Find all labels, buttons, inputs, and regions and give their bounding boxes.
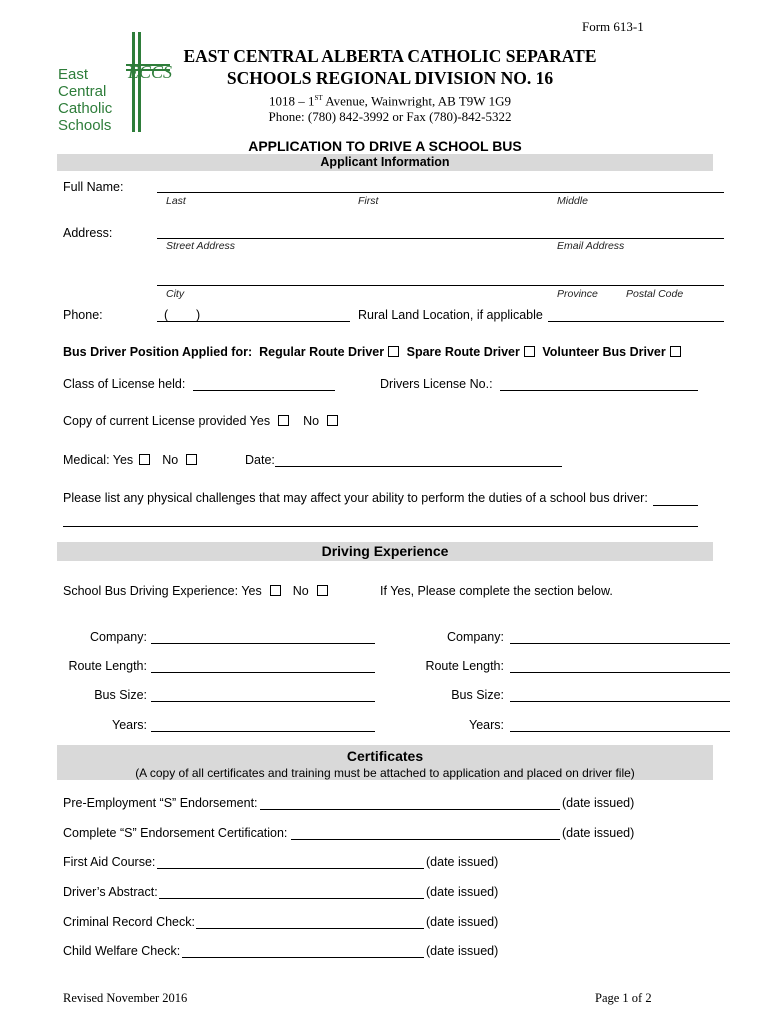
driving-experience-label: School Bus Driving Experience: Yes — [63, 584, 262, 598]
cert-first-aid-date: (date issued) — [426, 855, 499, 869]
medical-no-checkbox[interactable] — [186, 454, 197, 465]
driving-section-title: Driving Experience — [321, 543, 449, 559]
medical-date-field[interactable] — [275, 466, 562, 467]
company-label-1: Company: — [90, 630, 147, 644]
cert-criminal-record-date: (date issued) — [426, 915, 499, 929]
org-phone: Phone: (780) 842-3992 or Fax (780)-842-5322 — [268, 109, 512, 125]
eccs-logo — [56, 32, 176, 137]
logo-text — [58, 66, 112, 134]
license-class-label: Class of License held: — [63, 377, 186, 391]
org-name-line1: EAST CENTRAL ALBERTA CATHOLIC SEPARATE — [183, 46, 597, 66]
spare-route-checkbox[interactable] — [524, 346, 535, 357]
bus-size-label-1: Bus Size: — [94, 688, 147, 702]
cert-pre-employment-date: (date issued) — [562, 796, 635, 810]
phone-label: Phone: — [63, 308, 103, 322]
physical-challenges-field-inline[interactable] — [653, 505, 698, 506]
city-province-field[interactable] — [157, 285, 724, 286]
logo-line: Catholic — [58, 100, 113, 117]
cert-complete-s-date: (date issued) — [562, 826, 635, 840]
cert-complete-s-label: Complete “S” Endorsement Certification: — [63, 826, 288, 840]
org-address: 1018 – 1ST Avenue, Wainwright, AB T9W 1G9 — [269, 93, 511, 109]
bus-size-field-2[interactable] — [510, 701, 730, 702]
regular-route-checkbox[interactable] — [388, 346, 399, 357]
driving-section-bar — [57, 542, 713, 561]
license-class-field[interactable] — [193, 390, 335, 391]
route-length-label-1: Route Length: — [68, 659, 147, 673]
license-number-label: Drivers License No.: — [380, 377, 493, 391]
cert-complete-s-field[interactable] — [291, 839, 560, 840]
route-length-field-1[interactable] — [151, 672, 375, 673]
full-name-field[interactable] — [157, 192, 724, 193]
rural-location-field[interactable] — [548, 321, 724, 322]
medical-yes-checkbox[interactable] — [139, 454, 150, 465]
cert-drivers-abstract-date: (date issued) — [426, 885, 499, 899]
logo-line: Schools — [58, 117, 112, 134]
driving-experience-no-checkbox[interactable] — [317, 585, 328, 596]
phone-field[interactable] — [157, 321, 350, 322]
medical-label: Medical: Yes — [63, 453, 134, 467]
applicant-section-bar — [57, 154, 713, 171]
position-row — [63, 345, 685, 359]
company-field-2[interactable] — [510, 643, 730, 644]
bus-size-field-1[interactable] — [151, 701, 375, 702]
certificates-section-bar — [57, 745, 713, 780]
physical-challenges-label: Please list any physical challenges that may affect your ability to perform the duties of a school bus driver: — [63, 491, 648, 505]
revised-date: Revised November 2016 — [63, 991, 188, 1005]
spare-route-label: Spare Route Driver — [406, 345, 520, 359]
rural-location-label: Rural Land Location, if applicable — [358, 308, 543, 322]
route-length-label-2: Route Length: — [425, 659, 504, 673]
medical-row — [63, 453, 201, 467]
license-copy-label: Copy of current License provided Yes — [63, 414, 271, 428]
cert-drivers-abstract-field[interactable] — [159, 898, 424, 899]
license-copy-row — [63, 414, 342, 428]
driving-experience-yes-checkbox[interactable] — [270, 585, 281, 596]
years-field-1[interactable] — [151, 731, 375, 732]
cert-pre-employment-field[interactable] — [260, 809, 560, 810]
street-email-field[interactable] — [157, 238, 724, 239]
cert-first-aid-label: First Aid Course: — [63, 855, 156, 869]
last-name-hint: Last — [166, 195, 186, 207]
org-name — [170, 45, 610, 89]
driving-experience-row — [63, 584, 332, 598]
page-number: Page 1 of 2 — [595, 991, 652, 1005]
form-number: Form 613-1 — [582, 19, 644, 34]
position-label: Bus Driver Position Applied for: — [63, 345, 253, 359]
logo-line: Central — [58, 83, 107, 100]
certificates-section-title: Certificates — [346, 748, 424, 764]
province-hint: Province — [557, 288, 598, 300]
street-address-hint: Street Address — [166, 240, 236, 252]
phone-area-code: ( ) — [164, 308, 201, 322]
cert-criminal-record-label: Criminal Record Check: — [63, 915, 195, 929]
company-label-2: Company: — [447, 630, 504, 644]
bus-size-label-2: Bus Size: — [451, 688, 504, 702]
applicant-section-title: Applicant Information — [320, 155, 450, 169]
years-field-2[interactable] — [510, 731, 730, 732]
middle-name-hint: Middle — [557, 195, 588, 207]
city-hint: City — [166, 288, 185, 300]
first-name-hint: First — [358, 195, 379, 207]
cert-child-welfare-label: Child Welfare Check: — [63, 944, 181, 958]
years-label-2: Years: — [469, 718, 504, 732]
cert-pre-employment-label: Pre-Employment “S” Endorsement: — [63, 796, 258, 810]
route-length-field-2[interactable] — [510, 672, 730, 673]
license-copy-yes-checkbox[interactable] — [278, 415, 289, 426]
logo-line: East — [58, 66, 89, 83]
license-copy-no-checkbox[interactable] — [327, 415, 338, 426]
driving-experience-no-label: No — [292, 584, 309, 598]
medical-date-label: Date: — [245, 453, 275, 467]
license-copy-no-label: No — [303, 414, 320, 428]
org-name-line2: SCHOOLS REGIONAL DIVISION NO. 16 — [226, 68, 554, 88]
volunteer-driver-checkbox[interactable] — [670, 346, 681, 357]
full-name-label: Full Name: — [63, 180, 124, 194]
medical-no-label: No — [162, 453, 179, 467]
address-label: Address: — [63, 226, 113, 240]
certificates-note: (A copy of all certificates and training must be attached to application and placed on driver file) — [135, 766, 635, 780]
volunteer-driver-label: Volunteer Bus Driver — [542, 345, 666, 359]
email-address-hint: Email Address — [557, 240, 625, 252]
cert-child-welfare-field[interactable] — [182, 957, 424, 958]
org-contact — [170, 90, 610, 125]
cert-drivers-abstract-label: Driver’s Abstract: — [63, 885, 158, 899]
years-label-1: Years: — [112, 718, 147, 732]
cert-child-welfare-date: (date issued) — [426, 944, 499, 958]
company-field-1[interactable] — [151, 643, 375, 644]
driving-experience-note: If Yes, Please complete the section below. — [380, 584, 613, 598]
license-number-field[interactable] — [500, 390, 698, 391]
logo-monogram: ECCS — [128, 62, 173, 82]
physical-challenges-field[interactable] — [63, 526, 698, 527]
cert-first-aid-field[interactable] — [157, 868, 424, 869]
cert-criminal-record-field[interactable] — [196, 928, 424, 929]
postal-code-hint: Postal Code — [626, 288, 684, 300]
regular-route-label: Regular Route Driver — [259, 345, 385, 359]
form-title: APPLICATION TO DRIVE A SCHOOL BUS — [248, 138, 522, 154]
